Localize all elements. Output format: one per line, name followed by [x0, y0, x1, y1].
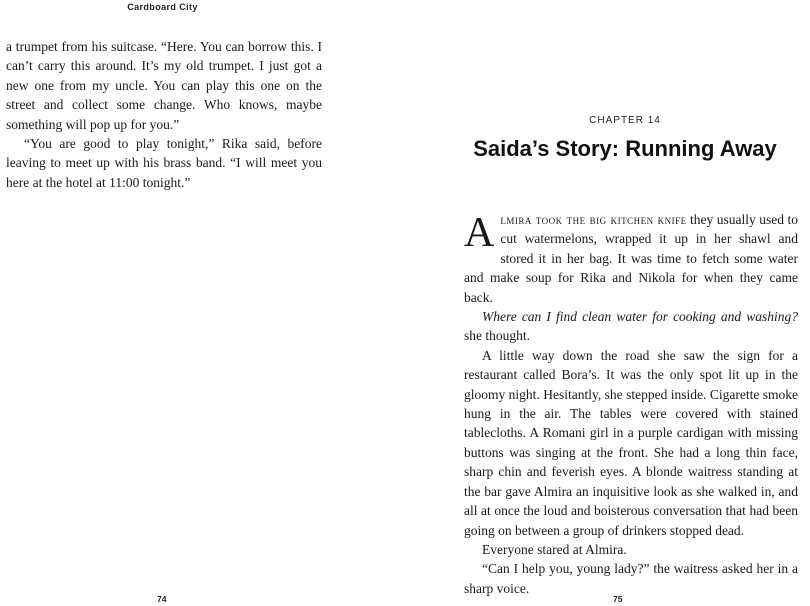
chapter-title: Saida’s Story: Running Away: [473, 136, 777, 161]
opening-text: they usually used to cut watermelons, wrapped it up in her shawl and stored it in her bag. It was time to fetch some water and make soup for Rika and Nikola for when they came back.: [464, 212, 798, 305]
thought-italic: Where can I find clean water for cooking and washing?: [482, 309, 798, 325]
running-head: Cardboard City: [127, 2, 198, 12]
opening-small-caps: lmira took the big kitchen knife: [500, 212, 687, 227]
right-page: [405, 0, 810, 606]
body-paragraph: “You are good to play tonight,” Rika said, before leaving to meet up with his brass band. “I will meet you here at the hotel at 11:00 tonight.”: [6, 136, 322, 190]
left-page-body: [6, 37, 322, 192]
drop-cap: A: [464, 210, 495, 256]
thought-rest: she thought.: [464, 328, 530, 344]
body-paragraph: Everyone stared at Almira.: [482, 541, 627, 557]
right-page-body: [464, 210, 798, 598]
page-number: 74: [157, 594, 167, 604]
opening-paragraph: [464, 210, 798, 307]
body-paragraph: “Can I help you, young lady?” the waitress asked her in a sharp voice.: [464, 561, 798, 596]
chapter-label: CHAPTER 14: [589, 115, 661, 126]
body-paragraph: A little way down the road she saw the sign for a restaurant called Bora’s. It was the only spot lit up in the gloomy night. Hesitantly, she stepped inside. Cigarette smoke hung in the air. The tables were covered with stained tablecloths. A Romani girl in a purple cardigan with missing buttons was singing at the front. She had a long thin face, sharp chin and feverish eyes. A blonde waitress standing at the bar gave Almira an inquisitive look as she walked in, and all at once the loud and boisterous conversation that had been going on between a group of drinkers stopped dead.: [464, 347, 798, 538]
page-number: 75: [613, 594, 623, 604]
body-paragraph: a trumpet from his suitcase. “Here. You can borrow this. I can’t carry this around. It’s my old trumpet. I just got a new one from my uncle. You can play this one on the street and collect some change. Who knows, maybe something will pop up for you.”: [6, 39, 322, 132]
thought-paragraph: [464, 307, 798, 346]
